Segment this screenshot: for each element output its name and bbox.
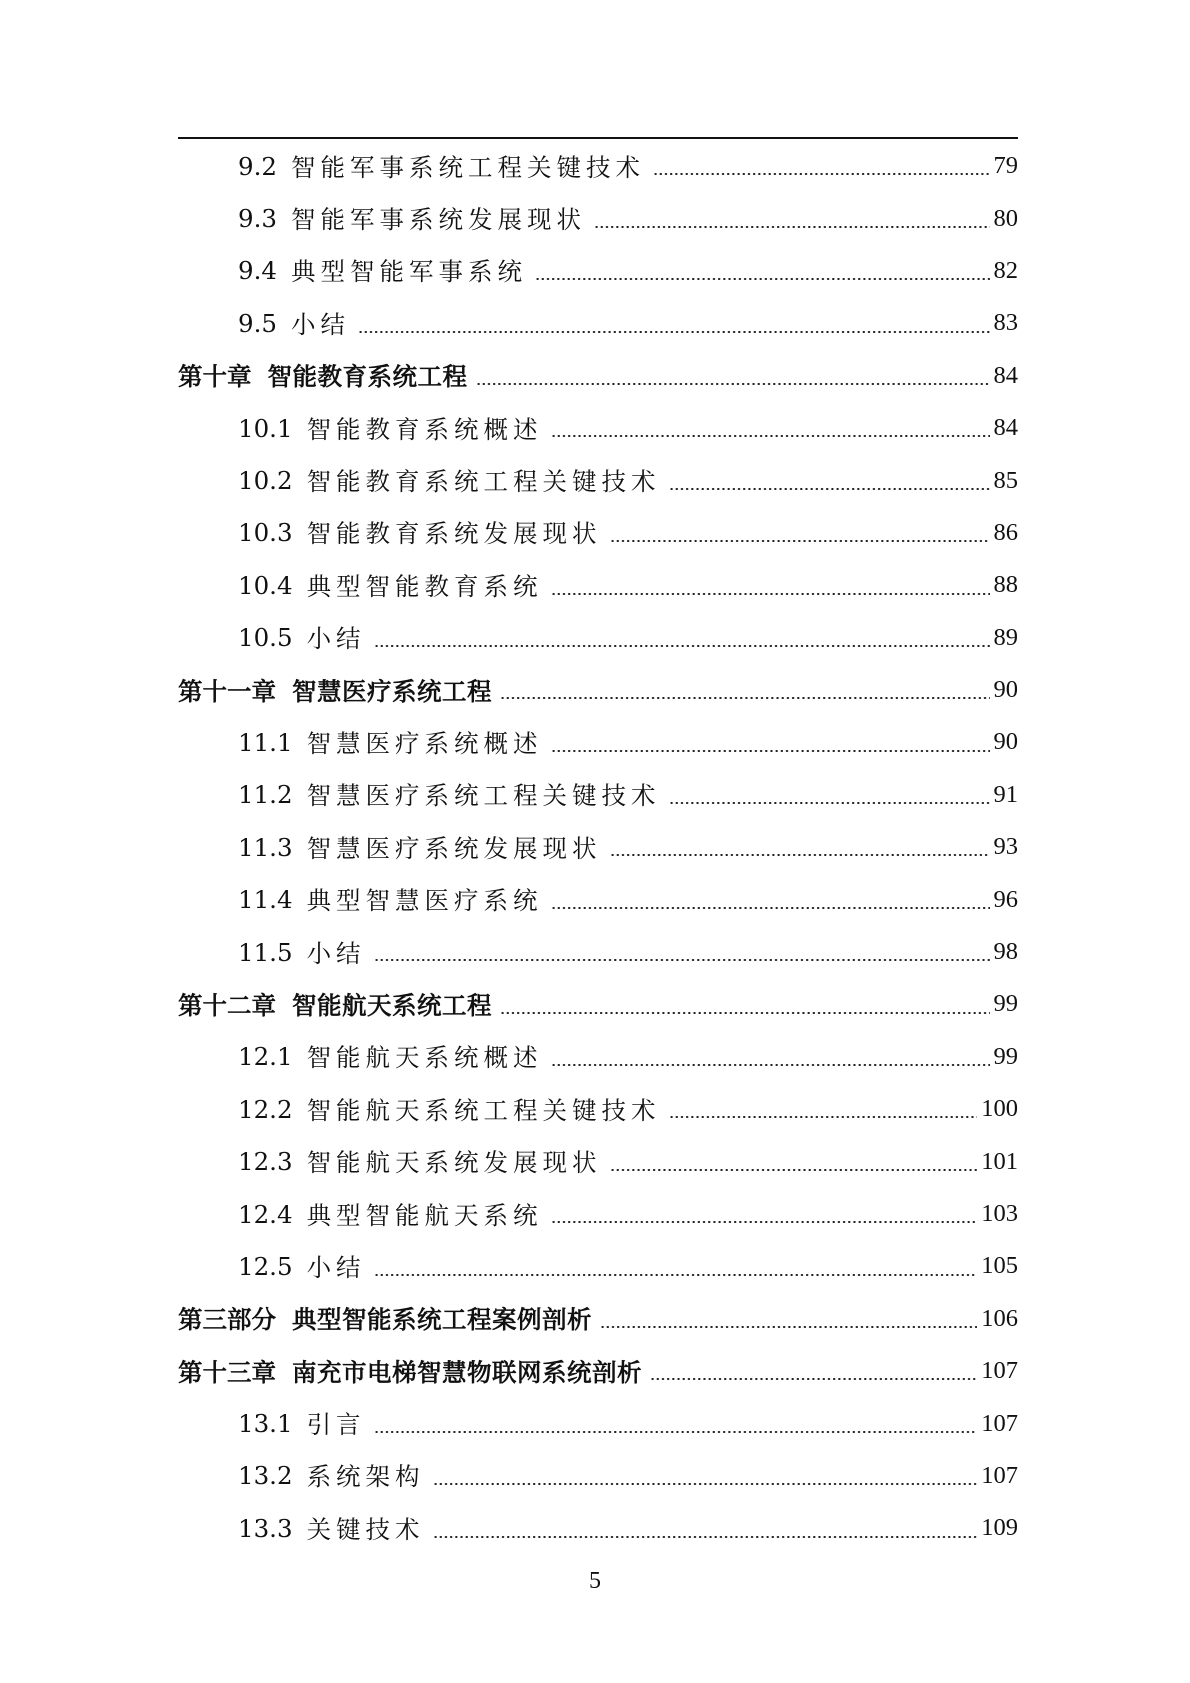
dot-leader — [535, 278, 990, 280]
toc-entry-title: 智能航天系统工程关键技术 — [306, 1095, 661, 1125]
toc-entry-title: 典型智能教育系统 — [306, 571, 543, 601]
toc-section-entry[interactable] — [178, 559, 1018, 611]
toc-entry-title: 智慧医疗系统概述 — [306, 728, 543, 758]
dot-leader — [610, 540, 990, 542]
toc-entry-number: 第十章 — [178, 362, 252, 392]
toc-entry-page: 109 — [981, 1514, 1018, 1542]
toc-entry-number: 10.4 — [238, 570, 293, 600]
dot-leader — [433, 1536, 978, 1538]
toc-entry-number: 10.1 — [238, 413, 293, 443]
toc-entry-page: 83 — [993, 309, 1018, 337]
toc-entry-number: 12.5 — [238, 1251, 293, 1281]
toc-entry-number: 10.3 — [238, 518, 293, 548]
toc-entry-title: 小结 — [306, 624, 366, 654]
toc-section-entry[interactable] — [178, 192, 1018, 244]
toc-entry-title: 智慧医疗系统工程关键技术 — [306, 781, 661, 811]
toc-chapter-entry[interactable] — [178, 350, 1018, 402]
toc-section-entry[interactable] — [178, 873, 1018, 925]
dot-leader — [551, 1221, 978, 1223]
toc-entry-number: 12.4 — [238, 1199, 293, 1229]
dot-leader — [669, 488, 990, 490]
dot-leader — [551, 593, 990, 595]
toc-entry-number: 10.2 — [238, 466, 293, 496]
toc-entry-title: 小结 — [306, 938, 366, 968]
toc-entry-number: 11.1 — [238, 727, 293, 757]
toc-entry-page: 101 — [981, 1147, 1018, 1175]
toc-entry-number: 11.3 — [238, 832, 293, 862]
toc-entry-number: 第三部分 — [178, 1305, 276, 1335]
toc-section-entry[interactable] — [178, 821, 1018, 873]
toc-section-entry[interactable] — [178, 297, 1018, 349]
toc-chapter-entry[interactable] — [178, 664, 1018, 716]
dot-leader — [594, 226, 990, 228]
toc-entry-title: 典型智能系统工程案例剖析 — [292, 1305, 592, 1335]
toc-entry-title: 典型智能军事系统 — [290, 257, 527, 287]
toc-section-entry[interactable] — [178, 926, 1018, 978]
toc-entry-page: 106 — [981, 1304, 1018, 1332]
toc-entry-page: 103 — [981, 1200, 1018, 1227]
dot-leader — [610, 854, 990, 856]
dot-leader — [433, 1483, 978, 1485]
toc-entry-page: 88 — [993, 571, 1018, 599]
toc-entry-page: 99 — [993, 1042, 1018, 1070]
toc-entry-number: 9.3 — [238, 204, 277, 234]
toc-entry-title: 智能教育系统工程 — [267, 362, 468, 392]
dot-leader — [500, 1012, 990, 1014]
toc-entry-number: 13.3 — [238, 1513, 293, 1543]
dot-leader — [650, 1378, 977, 1380]
toc-entry-title: 智能军事系统工程关键技术 — [290, 152, 645, 182]
toc-entry-page: 90 — [993, 728, 1018, 756]
toc-section-entry[interactable] — [178, 1188, 1018, 1240]
page-number: 5 — [589, 1568, 601, 1594]
toc-entry-title: 智能军事系统发展现状 — [290, 205, 586, 235]
toc-entry-page: 105 — [981, 1252, 1018, 1280]
toc-entry-page: 93 — [993, 833, 1018, 861]
toc-section-entry[interactable] — [178, 454, 1018, 506]
dot-leader — [551, 435, 990, 437]
toc-entry-title: 小结 — [306, 1252, 366, 1282]
dot-leader — [551, 1064, 990, 1066]
toc-entry-title: 智能教育系统工程关键技术 — [306, 467, 661, 497]
toc-entry-number: 第十三章 — [178, 1357, 276, 1387]
dot-leader — [374, 1274, 978, 1276]
table-of-contents — [178, 140, 1018, 1555]
dot-leader — [551, 907, 990, 909]
dot-leader — [374, 959, 990, 961]
toc-entry-title: 智能教育系统发展现状 — [306, 519, 602, 549]
header-rule — [178, 137, 1018, 139]
toc-entry-title: 南充市电梯智慧物联网系统剖析 — [292, 1357, 642, 1387]
dot-leader — [610, 1169, 978, 1171]
toc-entry-page: 107 — [981, 1409, 1018, 1437]
toc-section-entry[interactable] — [178, 245, 1018, 297]
toc-chapter-entry[interactable] — [178, 978, 1018, 1030]
dot-leader — [669, 1116, 978, 1118]
toc-entry-number: 12.1 — [238, 1042, 293, 1072]
dot-leader — [600, 1326, 977, 1328]
toc-entry-title: 智能航天系统发展现状 — [306, 1148, 602, 1178]
toc-entry-page: 100 — [981, 1095, 1018, 1123]
toc-entry-number: 第十二章 — [178, 990, 276, 1020]
toc-entry-page: 86 — [993, 518, 1018, 546]
toc-entry-number: 11.4 — [238, 885, 293, 915]
toc-section-entry[interactable] — [178, 1502, 1018, 1554]
toc-entry-title: 典型智慧医疗系统 — [306, 886, 543, 916]
dot-leader — [551, 750, 990, 752]
toc-entry-page: 99 — [993, 990, 1018, 1018]
toc-entry-title: 引言 — [306, 1410, 366, 1440]
toc-section-entry[interactable] — [178, 140, 1018, 192]
toc-entry-page: 85 — [993, 466, 1018, 494]
toc-entry-number: 11.5 — [238, 937, 293, 967]
toc-entry-page: 80 — [993, 204, 1018, 232]
toc-entry-page: 82 — [993, 256, 1018, 284]
toc-chapter-entry[interactable] — [178, 1293, 1018, 1345]
toc-entry-title: 系统架构 — [306, 1462, 425, 1492]
toc-entry-number: 13.2 — [238, 1461, 293, 1491]
toc-entry-title: 智能航天系统工程 — [292, 990, 492, 1020]
toc-entry-number: 11.2 — [238, 780, 293, 810]
toc-entry-title: 智慧医疗系统发展现状 — [306, 833, 602, 863]
toc-entry-page: 84 — [993, 414, 1018, 442]
toc-entry-number: 9.2 — [238, 151, 277, 181]
toc-section-entry[interactable] — [178, 1083, 1018, 1135]
toc-section-entry[interactable] — [178, 1240, 1018, 1292]
toc-entry-title: 智慧医疗系统工程 — [292, 676, 492, 706]
toc-chapter-entry[interactable] — [178, 1345, 1018, 1397]
toc-section-entry[interactable] — [178, 716, 1018, 768]
dot-leader — [374, 1431, 978, 1433]
dot-leader — [358, 331, 990, 333]
toc-section-entry[interactable] — [178, 507, 1018, 559]
toc-entry-number: 9.5 — [238, 308, 277, 338]
toc-section-entry[interactable] — [178, 402, 1018, 454]
toc-entry-title: 智能教育系统概述 — [306, 414, 543, 444]
toc-entry-number: 12.2 — [238, 1094, 293, 1124]
toc-entry-number: 第十一章 — [178, 676, 276, 706]
toc-entry-number: 10.5 — [238, 623, 293, 653]
toc-entry-number: 13.1 — [238, 1409, 293, 1439]
toc-entry-title: 典型智能航天系统 — [306, 1200, 543, 1230]
toc-entry-page: 98 — [993, 938, 1018, 966]
toc-entry-page: 79 — [993, 152, 1018, 180]
toc-entry-page: 107 — [981, 1357, 1018, 1385]
toc-entry-title: 关键技术 — [306, 1514, 425, 1544]
toc-entry-page: 90 — [993, 676, 1018, 704]
toc-entry-page: 107 — [981, 1461, 1018, 1489]
dot-leader — [374, 645, 990, 647]
toc-section-entry[interactable] — [178, 1135, 1018, 1187]
dot-leader — [669, 802, 990, 804]
dot-leader — [476, 383, 990, 385]
toc-entry-page: 96 — [993, 885, 1018, 913]
toc-section-entry[interactable] — [178, 1031, 1018, 1083]
toc-entry-page: 84 — [993, 361, 1018, 389]
toc-entry-number: 12.3 — [238, 1147, 293, 1177]
toc-entry-number: 9.4 — [238, 256, 277, 286]
dot-leader — [500, 697, 990, 699]
toc-section-entry[interactable] — [178, 1397, 1018, 1449]
toc-entry-title: 智能航天系统概述 — [306, 1043, 543, 1073]
toc-entry-title: 小结 — [290, 309, 350, 339]
toc-section-entry[interactable] — [178, 769, 1018, 821]
toc-section-entry[interactable] — [178, 612, 1018, 664]
toc-entry-page: 89 — [993, 623, 1018, 651]
dot-leader — [653, 173, 990, 175]
toc-section-entry[interactable] — [178, 1450, 1018, 1502]
toc-entry-page: 91 — [993, 780, 1018, 808]
